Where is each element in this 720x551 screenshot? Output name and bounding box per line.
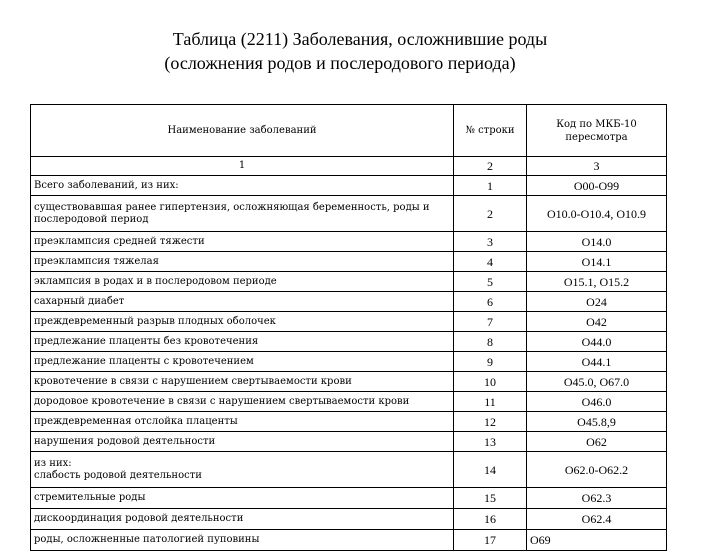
table-row [31,332,667,352]
row-code: O00-O99 [527,176,667,196]
header-row-number: № строки [454,105,527,157]
row-number: 3 [454,232,527,252]
row-name: преэклампсия тяжелая [31,252,454,272]
row-number: 15 [454,488,527,509]
table-row [31,372,667,392]
row-name: стремительные роды [31,488,454,509]
row-number: 13 [454,432,527,452]
row-code: O45.0, O67.0 [527,372,667,392]
row-number: 6 [454,292,527,312]
row-code: O24 [527,292,667,312]
row-name: преждевременная отслойка плаценты [31,412,454,432]
header-code: Код по МКБ-10 пересмотра [527,105,667,157]
row-number: 17 [454,530,527,551]
table-row [31,272,667,292]
table-row [31,312,667,332]
row-name-line2: слабость родовой деятельности [34,469,202,481]
row-number: 8 [454,332,527,352]
table-row [31,232,667,252]
row-number: 1 [454,176,527,196]
row-name: предлежание плаценты с кровотечением [31,352,454,372]
row-code: O15.1, O15.2 [527,272,667,292]
row-name: кровотечение в связи с нарушением свертываемости крови [31,372,454,392]
row-number: 12 [454,412,527,432]
table-row [31,196,667,232]
row-name: предлежание плаценты без кровотечения [31,332,454,352]
column-numbers-row [31,157,667,176]
header-name: Наименование заболеваний [31,105,454,157]
row-code: O14.1 [527,252,667,272]
row-number: 7 [454,312,527,332]
row-code: O62.0-O62.2 [527,452,667,488]
row-number: 11 [454,392,527,412]
row-name: преэклампсия средней тяжести [31,232,454,252]
row-name: Всего заболеваний, из них: [31,176,454,196]
column-number-2: 2 [454,157,527,176]
row-number: 14 [454,452,527,488]
row-code: O69 [527,530,667,551]
diseases-table [30,104,667,551]
row-code: O45.8,9 [527,412,667,432]
row-name-line1: из них: [34,457,72,469]
row-name [31,452,454,488]
row-code: O62.3 [527,488,667,509]
row-code: O62.4 [527,509,667,530]
table-header-row [31,105,667,157]
table-title-line1: Таблица (2211) Заболевания, осложнившие роды [172,29,548,49]
table-row [31,292,667,312]
table-row [31,452,667,488]
row-name: дискоординация родовой деятельности [31,509,454,530]
row-name: эклампсия в родах и в послеродовом периоде [31,272,454,292]
column-number-3: 3 [527,157,667,176]
table-row [31,352,667,372]
table-row [31,530,667,551]
row-code: O62 [527,432,667,452]
row-name: существовавшая ранее гипертензия, осложняющая беременность, роды и послеродовой период [31,196,454,232]
row-number: 10 [454,372,527,392]
row-code: O42 [527,312,667,332]
table-row [31,432,667,452]
row-number: 2 [454,196,527,232]
table-row [31,412,667,432]
row-code: O14.0 [527,232,667,252]
table-title-line2: (осложнения родов и послеродового периода) [164,53,516,73]
row-name: роды, осложненные патологией пуповины [31,530,454,551]
table-row [31,252,667,272]
row-number: 5 [454,272,527,292]
row-code: O10.0-O10.4, O10.9 [527,196,667,232]
column-number-1: 1 [31,157,454,176]
row-number: 16 [454,509,527,530]
table-row [31,392,667,412]
table-row [31,176,667,196]
row-code: O46.0 [527,392,667,412]
row-number: 4 [454,252,527,272]
row-name: дородовое кровотечение в связи с нарушением свертываемости крови [31,392,454,412]
row-name: преждевременный разрыв плодных оболочек [31,312,454,332]
row-code: O44.1 [527,352,667,372]
row-name: сахарный диабет [31,292,454,312]
row-number: 9 [454,352,527,372]
row-code: O44.0 [527,332,667,352]
row-name: нарушения родовой деятельности [31,432,454,452]
table-row [31,509,667,530]
table-row [31,488,667,509]
